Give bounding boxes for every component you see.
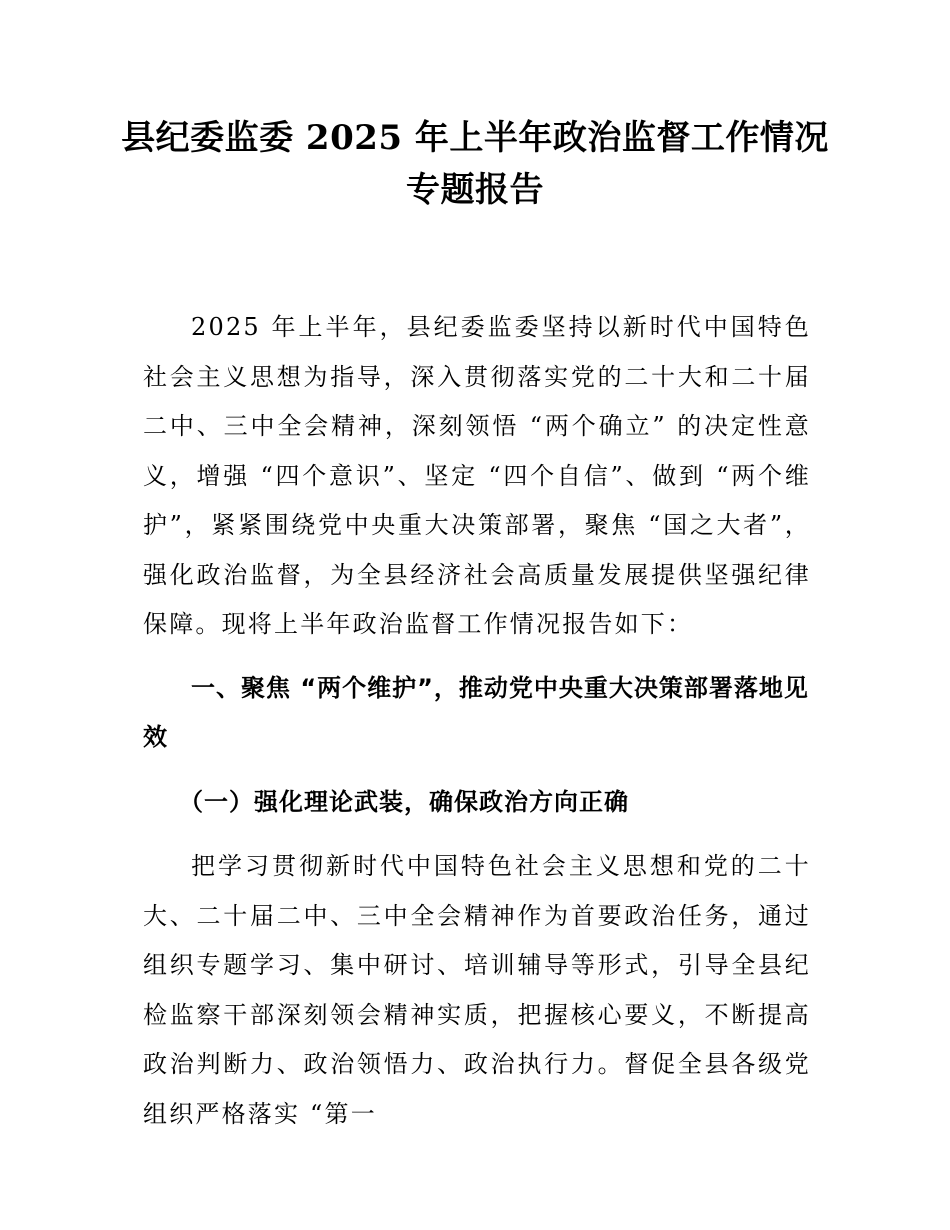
intro-paragraph: 2025 年上半年，县纪委监委坚持以新时代中国特色社会主义思想为指导，深入贯彻落实党的二十大和二十届二中、三中全会精神，深刻领悟 “两个确立” 的决定性意义，增强 “四个意识”、坚定 “四个自信”、做到 “两个维护”，紧紧围绕党中央重大决策部署，聚焦 “国之大者”，强化政治监督，为全县经济社会高质量发展提供坚强纪律保障。现将上半年政治监督工作情况报告如下： [143, 313, 811, 638]
section-1-heading: 一、聚焦 “两个维护”，推动党中央重大决策部署落地见效 [143, 674, 809, 751]
subsection-1-paragraph: 把学习贯彻新时代中国特色社会主义思想和党的二十大、二十届二中、三中全会精神作为首要政治任务，通过组织专题学习、集中研讨、培训辅导等形式，引导全县纪检监察干部深刻领会精神实质，把握核心要义，不断提高政治判断力、政治领悟力、政治执行力。督促全县各级党组织严格落实 “第一 [143, 852, 811, 1128]
document-title: 县纪委监委 2025 年上半年政治监督工作情况专题报告 [121, 118, 829, 210]
subsection-1-heading: （一）强化理论武装，确保政治方向正确 [179, 788, 629, 816]
